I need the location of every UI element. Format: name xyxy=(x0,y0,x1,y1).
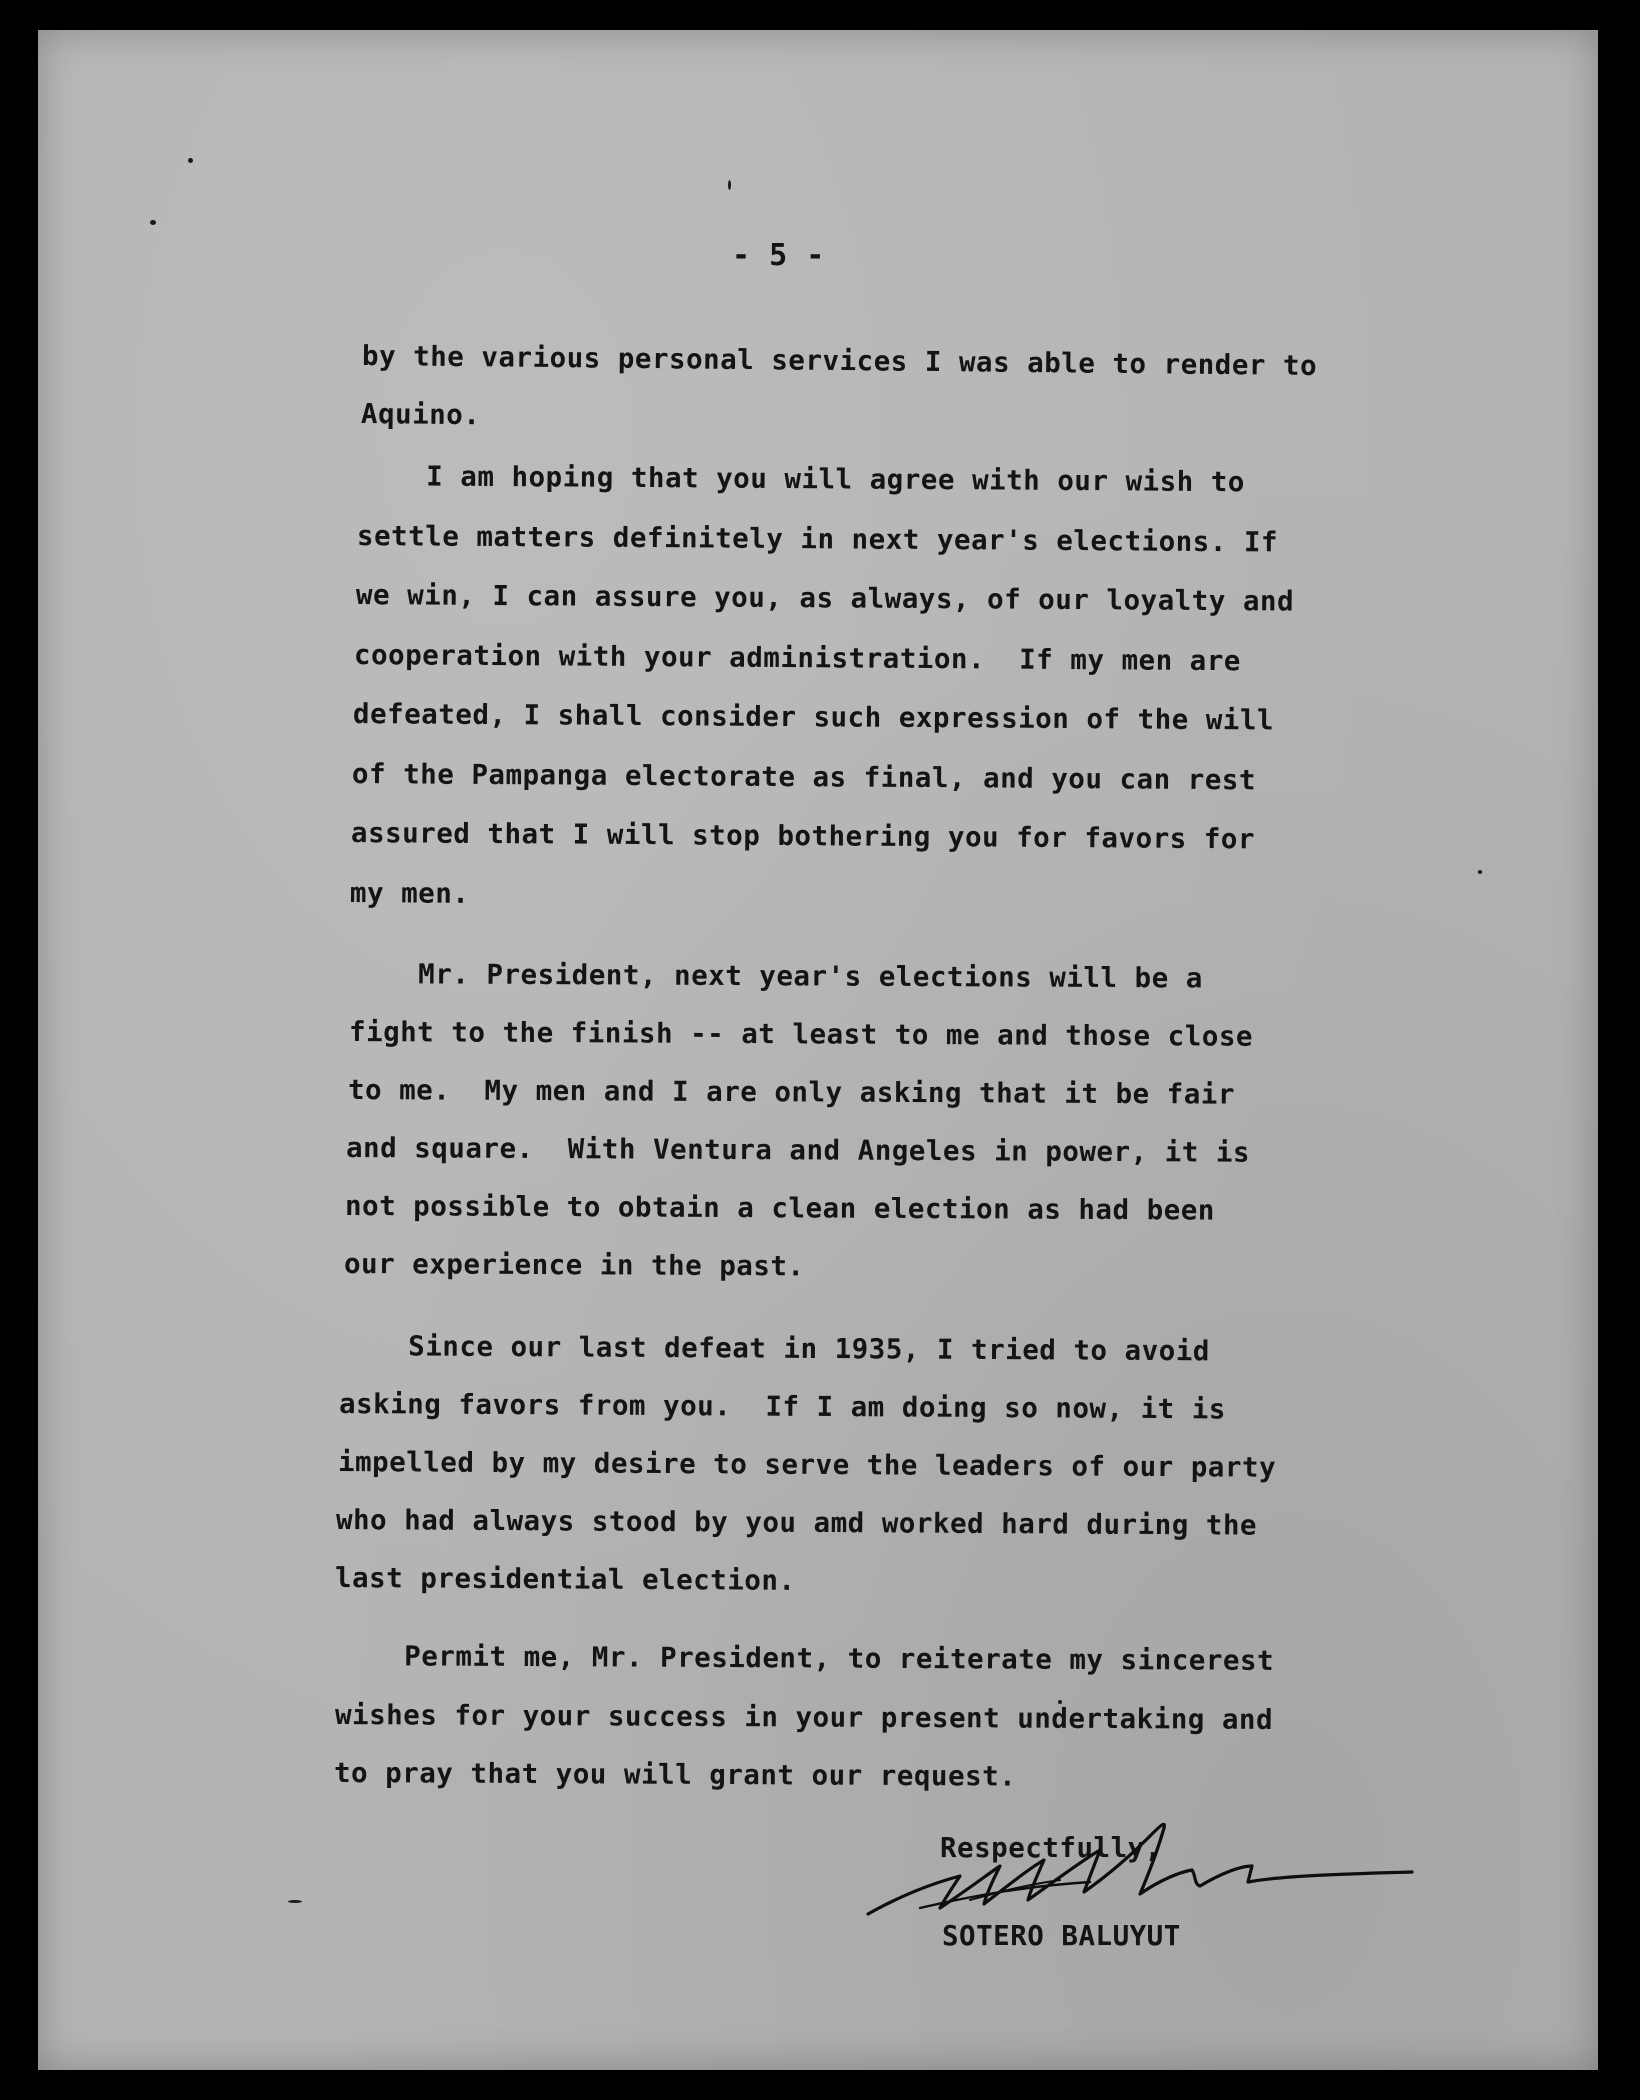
text-line: our experience in the past. xyxy=(343,1248,805,1283)
paper-speck xyxy=(728,180,731,190)
closing-salutation: Respectfully, xyxy=(940,1832,1162,1864)
text-line: assured that I will stop bothering you for favors for xyxy=(350,817,1255,856)
text-line: who had always stood by you amd worked hard during the xyxy=(336,1504,1258,1542)
text-line: Since our last defeat in 1935, I tried to avoid xyxy=(339,1330,1210,1368)
text-line: Mr. President, next year's elections will be a xyxy=(349,958,1203,995)
text-line: defeated, I shall consider such expression of the will xyxy=(353,698,1275,737)
text-line: by the various personal services I was able to render to xyxy=(361,340,1318,383)
text-line: last presidential election. xyxy=(335,1562,796,1597)
handwritten-signature xyxy=(860,1796,1420,1936)
paper-speck xyxy=(288,1900,302,1903)
text-line: not possible to obtain a clean election as had been xyxy=(345,1190,1216,1227)
paper-speck xyxy=(188,158,193,163)
text-line: to me. My men and I are only asking that it be fair xyxy=(347,1074,1235,1111)
text-line: and square. With Ventura and Angeles in power, it is xyxy=(346,1132,1251,1169)
paper-speck xyxy=(150,220,156,225)
signatory-name: SOTERO BALUYUT xyxy=(942,1920,1181,1952)
text-line: settle matters definitely in next year's elections. If xyxy=(356,519,1278,558)
text-line: to pray that you will grant our request. xyxy=(333,1757,1016,1793)
text-line: wishes for your success in your present undertaking and xyxy=(334,1698,1273,1736)
paper-speck xyxy=(1478,870,1482,874)
text-line: asking favors from you. If I am doing so now, it is xyxy=(338,1388,1226,1426)
page-number: - 5 - xyxy=(732,238,825,273)
text-line: impelled by my desire to serve the leaders of our party xyxy=(337,1446,1276,1484)
text-line: I am hoping that you will agree with our wish to xyxy=(357,460,1246,499)
text-line: of the Pampanga electorate as final, and you can rest xyxy=(351,757,1257,796)
text-line: we win, I can assure you, as always, of our loyalty and xyxy=(355,579,1294,618)
text-line: cooperation with your administration. If my men are xyxy=(354,638,1242,677)
text-line: fight to the finish -- at least to me and those close xyxy=(348,1016,1253,1053)
text-line: Permit me, Mr. President, to reiterate my sincerest xyxy=(335,1640,1275,1677)
text-line: my men. xyxy=(349,876,470,910)
text-line: Aquino. xyxy=(360,398,481,432)
